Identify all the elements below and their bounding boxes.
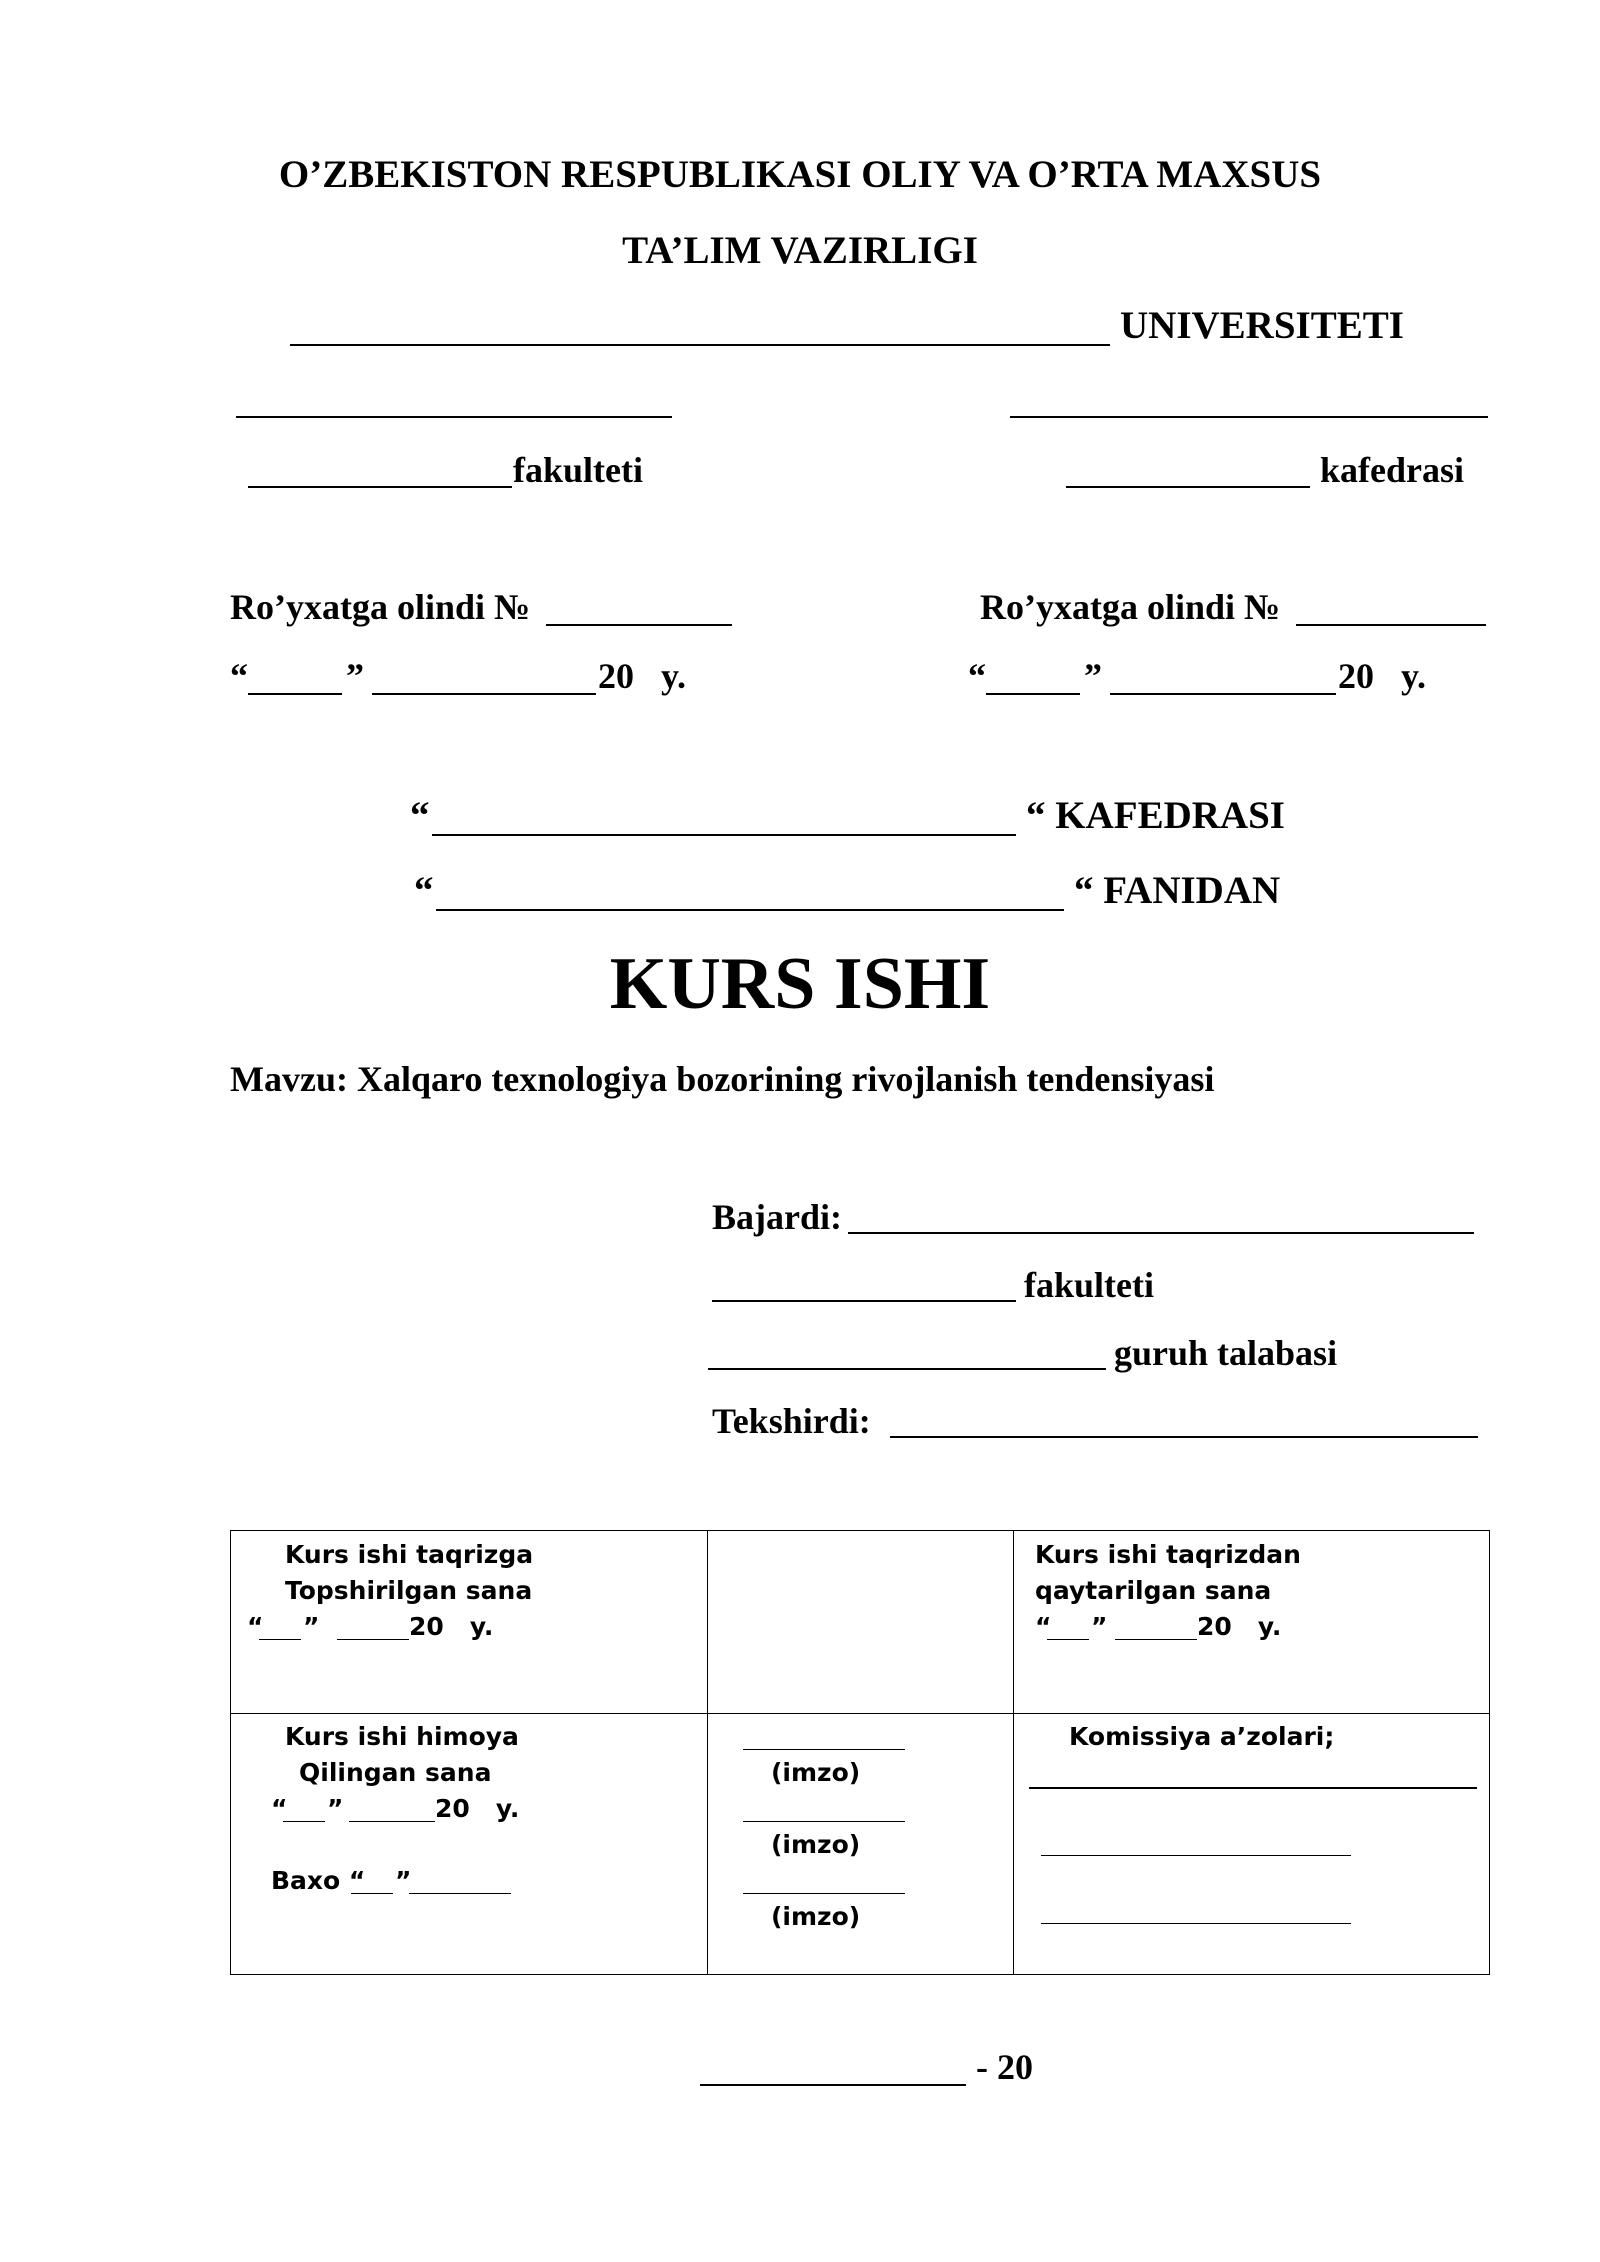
dates-signatures-table (230, 1530, 1490, 1975)
right-date-month-blank (1110, 693, 1336, 695)
university-name-blank (290, 344, 1110, 346)
defended-date-open: “ (271, 1794, 288, 1823)
document-title: KURS ISHI (609, 943, 991, 1025)
left-top-blank (236, 416, 672, 418)
signature-line-1 (743, 1749, 905, 1750)
faculty-blank (248, 486, 512, 488)
left-date-day-blank (248, 693, 342, 695)
grade-word-blank (409, 1893, 511, 1894)
table-divider-2 (1013, 1531, 1014, 1974)
defended-date-close: ” (327, 1794, 344, 1823)
right-registered-label: Ro’yxatga olindi № (980, 587, 1281, 627)
university-label: UNIVERSITETI (1120, 304, 1404, 347)
defended-month-blank (349, 1821, 435, 1822)
bajardi-name-blank (848, 1232, 1474, 1234)
defended-line-1: Kurs ishi himoya (285, 1722, 519, 1751)
subject-name-blank (436, 909, 1064, 911)
department-blank (1066, 486, 1310, 488)
commission-label: Komissiya a’zolari; (1069, 1722, 1335, 1751)
right-date-close-quote: ” (1084, 656, 1102, 696)
submitted-date-close: ” (303, 1612, 320, 1641)
fanidan-open-quote: “ (414, 869, 434, 912)
returned-month-blank (1115, 1639, 1197, 1640)
left-date-open-quote: “ (230, 656, 248, 696)
department-label: kafedrasi (1320, 450, 1464, 490)
ministry-line-2: TA’LIM VAZIRLIGI (622, 229, 978, 272)
submitted-year: 20 y. (409, 1612, 494, 1641)
submitted-month-blank (337, 1639, 409, 1640)
tekshirdi-label: Tekshirdi: (712, 1401, 871, 1441)
footer-year: - 20 (976, 2047, 1033, 2087)
signature-label-1: (imzo) (771, 1758, 861, 1787)
defended-day-blank (283, 1821, 325, 1822)
commission-member-1-line (1029, 1787, 1477, 1789)
signature-label-3: (imzo) (771, 1902, 861, 1931)
submitted-day-blank (259, 1639, 301, 1640)
left-registered-number-blank (546, 624, 732, 626)
submitted-line-1: Kurs ishi taqrizga (285, 1540, 534, 1569)
city-blank (700, 2084, 966, 2086)
grade-value-blank (351, 1893, 393, 1894)
tekshirdi-name-blank (890, 1436, 1478, 1438)
signature-line-2 (743, 1821, 905, 1822)
right-top-blank (1010, 416, 1488, 418)
author-faculty-label: fakulteti (1024, 1265, 1154, 1305)
commission-member-2-line (1041, 1855, 1351, 1856)
returned-year: 20 y. (1197, 1612, 1282, 1641)
right-date-open-quote: “ (968, 656, 986, 696)
group-label: guruh talabasi (1114, 1333, 1338, 1373)
grade-label: Baxo “ (271, 1866, 366, 1895)
topic-line: Mavzu: Xalqaro texnologiya bozorining rivojlanish tendensiyasi (230, 1059, 1215, 1099)
returned-line-2: qaytarilgan sana (1035, 1576, 1272, 1605)
faculty-label: fakulteti (513, 450, 643, 490)
right-date-year: 20 y. (1338, 656, 1427, 696)
returned-date-open: “ (1035, 1612, 1052, 1641)
signature-label-2: (imzo) (771, 1830, 861, 1859)
left-date-year: 20 y. (598, 656, 687, 696)
grade-close-quote: ” (395, 1866, 412, 1895)
left-registered-label: Ro’yxatga olindi № (230, 587, 531, 627)
left-date-close-quote: ” (346, 656, 364, 696)
defended-year: 20 y. (435, 1794, 520, 1823)
signature-line-3 (743, 1893, 905, 1894)
bajardi-label: Bajardi: (712, 1197, 842, 1237)
returned-day-blank (1047, 1639, 1089, 1640)
fanidan-label: “ FANIDAN (1074, 869, 1281, 912)
ministry-line-1: O’ZBEKISTON RESPUBLIKASI OLIY VA O’RTA MAXSUS (278, 153, 1322, 196)
table-divider-1 (707, 1531, 708, 1974)
kafedra-open-quote: “ (410, 794, 430, 837)
returned-line-1: Kurs ishi taqrizdan (1035, 1540, 1301, 1569)
group-blank (708, 1368, 1106, 1370)
right-registered-number-blank (1296, 624, 1486, 626)
author-faculty-blank (712, 1300, 1016, 1302)
left-date-month-blank (372, 693, 596, 695)
submitted-line-2: Topshirilgan sana (285, 1576, 533, 1605)
returned-date-close: ” (1091, 1612, 1108, 1641)
submitted-date-open: “ (247, 1612, 264, 1641)
kafedra-name-blank (432, 834, 1016, 836)
commission-member-3-line (1041, 1923, 1351, 1924)
kafedra-label: “ KAFEDRASI (1026, 794, 1285, 837)
right-date-day-blank (986, 693, 1080, 695)
table-row-divider (231, 1713, 1489, 1714)
defended-line-2: Qilingan sana (299, 1758, 492, 1787)
